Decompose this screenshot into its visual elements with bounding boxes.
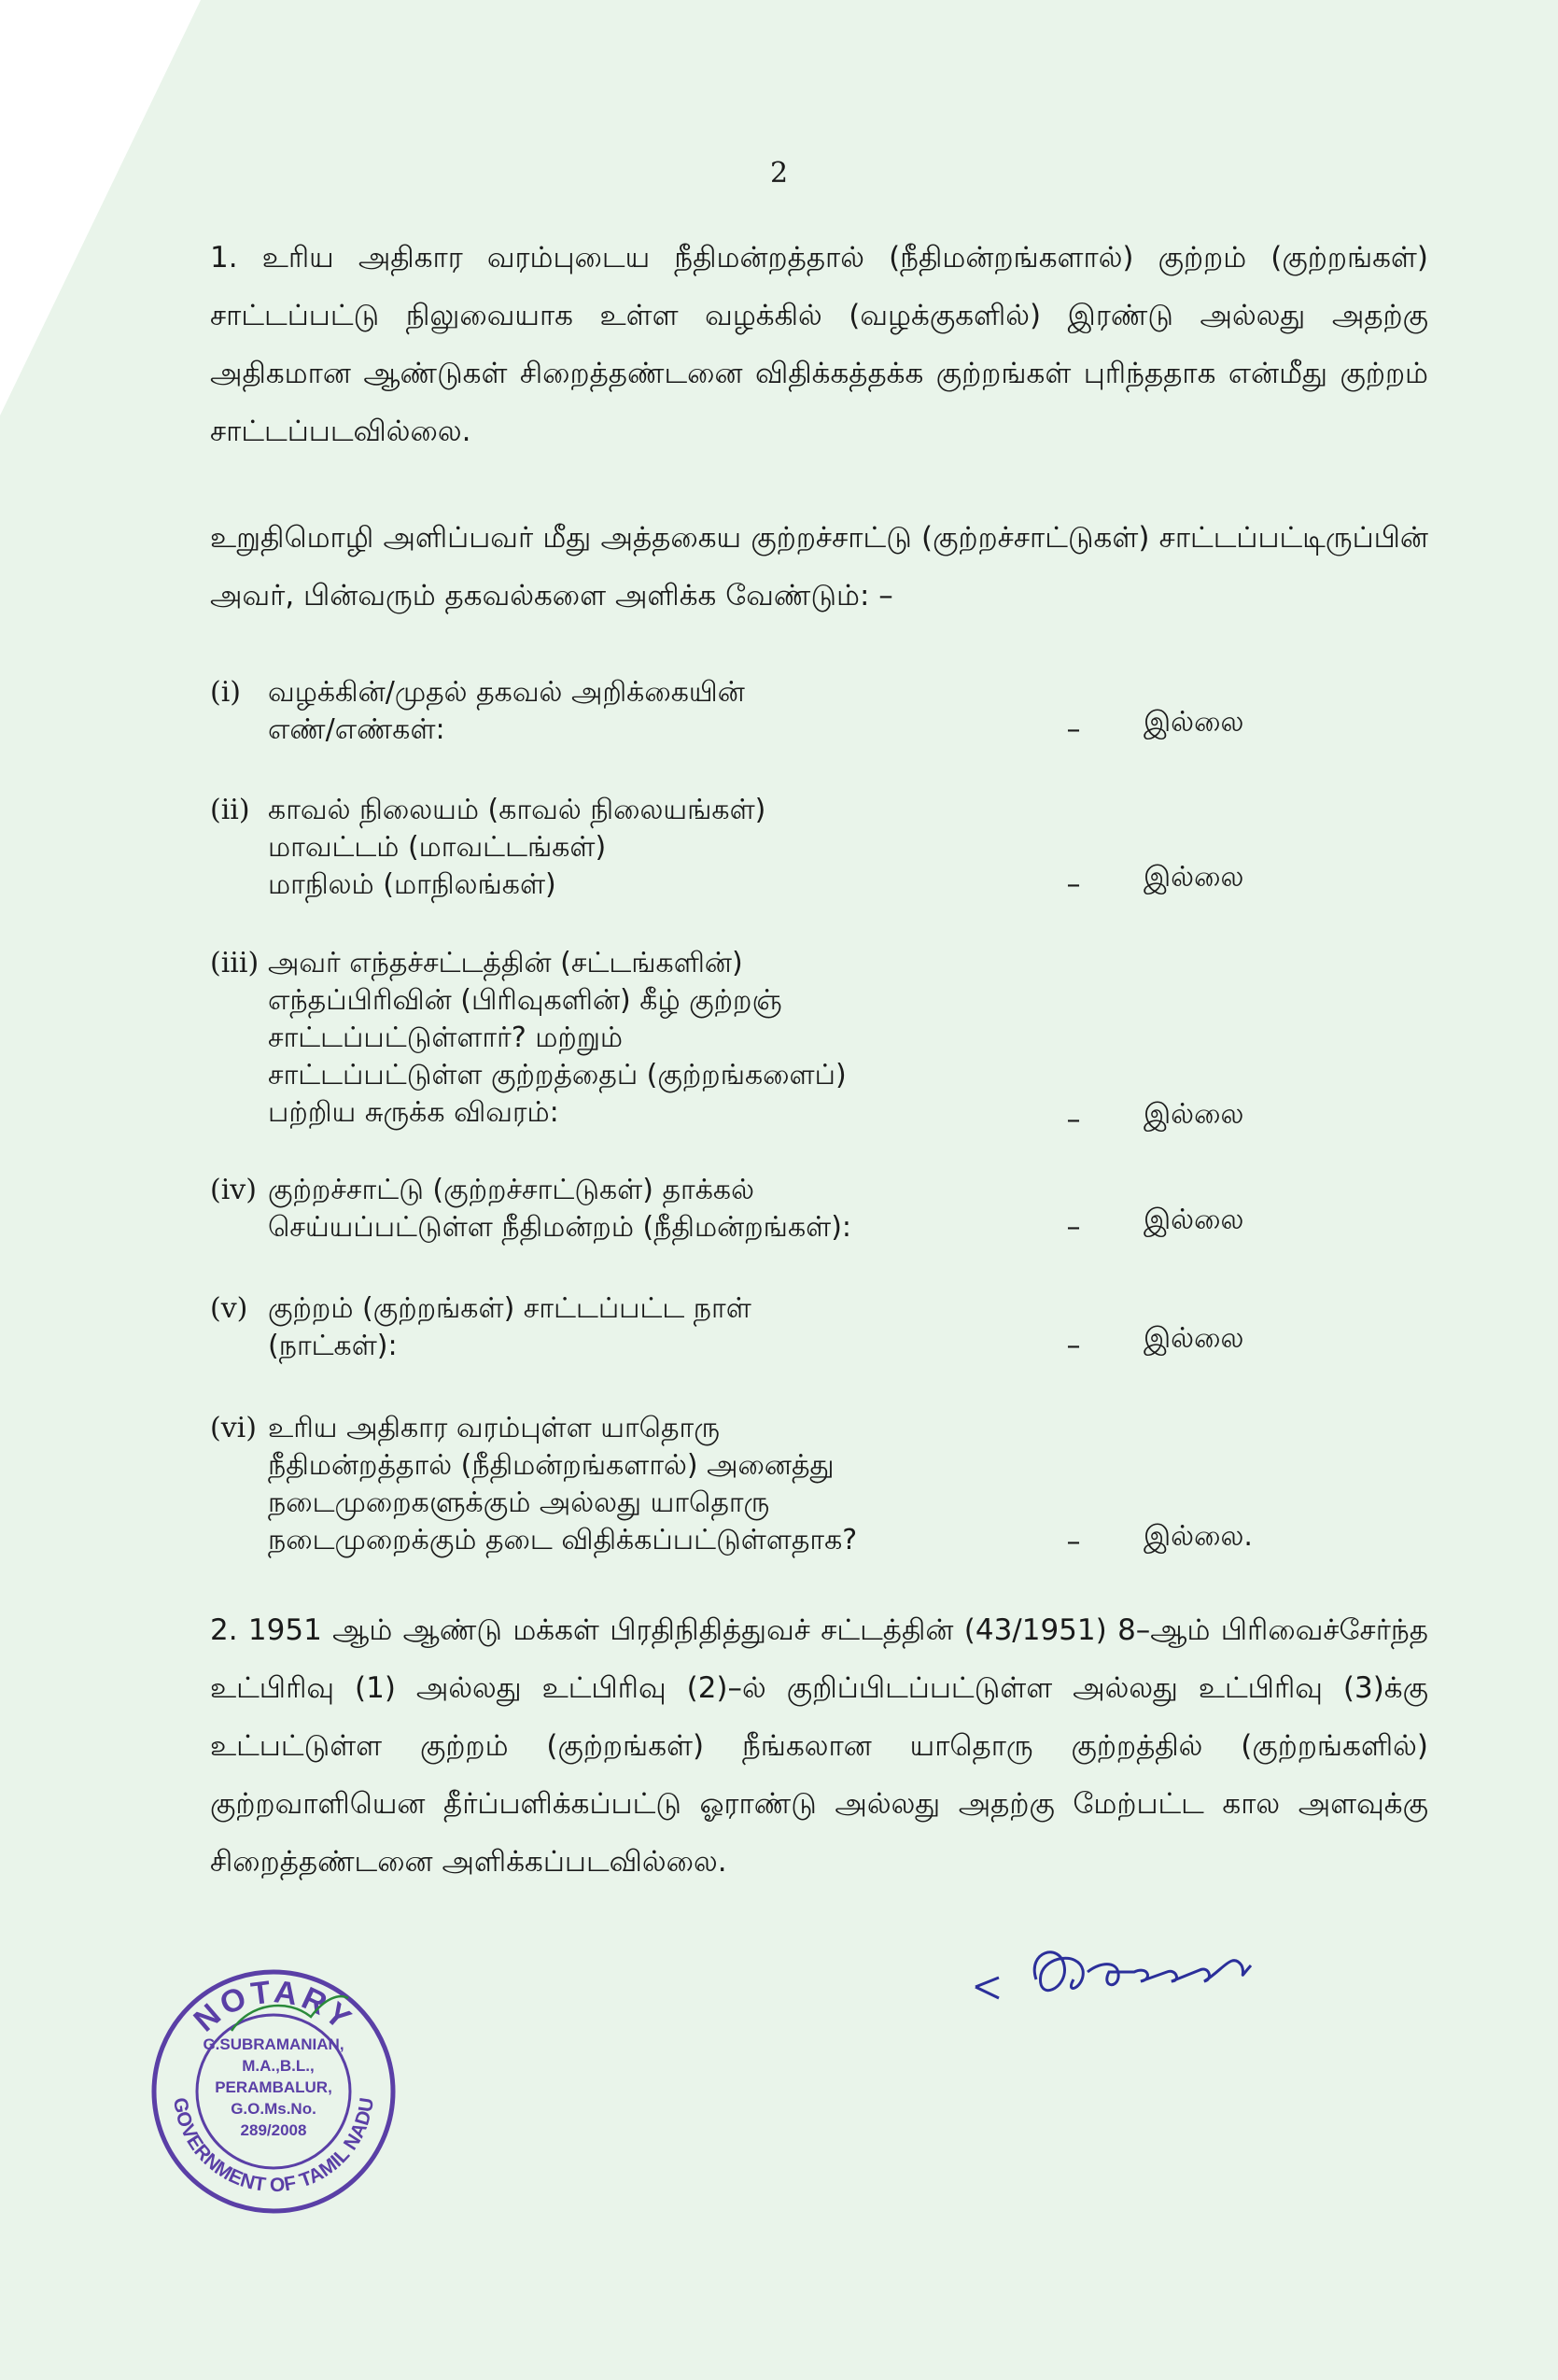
stamp-place: PERAMBALUR, bbox=[215, 2078, 332, 2096]
item-dash: – bbox=[1066, 1526, 1081, 1558]
item-answer: இல்லை bbox=[1144, 1322, 1244, 1355]
item-number: (vi) bbox=[210, 1412, 257, 1444]
paragraph-3: 2. 1951 ஆம் ஆண்டு மக்கள் பிரதிநிதித்துவச் சட்டத்தின் (43/1951) 8–ஆம் பிரிவைச்சேர்ந்த உட்பிரிவு (1) அல்லது உட்பிரிவு (2)–ல் குறிப்பிடப்பட்டுள்ள அல்லது உட்பிரிவு (3)க்கு உட்பட்டுள்ள குற்றம் (குற்றங்கள்) நீங்கலான யாதொரு குற்றத்தில் (குற்றங்களில்) குற்றவாளியென தீர்ப்பளிக்கப்பட்டு ஓராண்டு அல்லது அதற்கு மேற்பட்ட கால அளவுக்கு சிறைத்தண்டனை அளிக்கப்படவில்லை. bbox=[210, 1613, 1428, 1879]
item-answer: இல்லை bbox=[1144, 1204, 1244, 1236]
item-text: உரிய அதிகார வரம்புள்ள யாதொரு நீதிமன்றத்தால் (நீதிமன்றங்களால்) அனைத்து நடைமுறைகளுக்கும் அல்லது யாதொரு நடைமுறைக்கும் தடை விதிக்கப்பட்டுள்ளதாக? bbox=[268, 1412, 858, 1556]
signature bbox=[971, 1914, 1279, 2026]
paragraph-2: உறுதிமொழி அளிப்பவர் மீது அத்தகைய குற்றச்சாட்டு (குற்றச்சாட்டுகள்) சாட்டப்பட்டிருப்பின் அவர், பின்வரும் தகவல்களை அளிக்க வேண்டும்: – bbox=[210, 521, 1428, 613]
list-item bbox=[210, 1290, 1312, 1370]
item-text: காவல் நிலையம் (காவல் நிலையங்கள்) மாவட்டம் (மாவட்டங்கள்) மாநிலம் (மாநிலங்கள்) bbox=[268, 794, 766, 901]
list-item bbox=[210, 945, 1312, 1136]
list-item bbox=[210, 1410, 1312, 1564]
item-number: (ii) bbox=[210, 794, 250, 826]
list-item bbox=[210, 674, 1312, 753]
item-answer: இல்லை bbox=[1144, 1098, 1244, 1131]
stamp-name: G.SUBRAMANIAN, bbox=[203, 2035, 344, 2053]
item-number: (v) bbox=[210, 1292, 248, 1325]
paragraph-1: 1. உரிய அதிகார வரம்புடைய நீதிமன்றத்தால் (நீதிமன்றங்களால்) குற்றம் (குற்றங்கள்) சாட்டப்பட்டு நிலுவையாக உள்ள வழக்கில் (வழக்குகளில்) இரண்டு அல்லது அதற்கு அதிகமான ஆண்டுகள் சிறைத்தண்டனை விதிக்கத்தக்க குற்றங்கள் புரிந்ததாக என்மீது குற்றம் சாட்டப்படவில்லை. bbox=[210, 241, 1428, 448]
list-item bbox=[210, 1172, 1312, 1251]
item-number: (iv) bbox=[210, 1174, 257, 1206]
stamp-order: G.O.Ms.No. bbox=[231, 2100, 316, 2118]
item-text: குற்றச்சாட்டு (குற்றச்சாட்டுகள்) தாக்கல் செய்யப்பட்டுள்ள நீதிமன்றம் (நீதிமன்றங்கள்): bbox=[268, 1174, 852, 1244]
item-text: குற்றம் (குற்றங்கள்) சாட்டப்பட்ட நாள் (நாட்கள்): bbox=[268, 1292, 751, 1362]
page-number: 2 bbox=[769, 157, 789, 190]
item-number: (i) bbox=[210, 676, 242, 709]
item-dash: – bbox=[1066, 868, 1081, 901]
item-answer: இல்லை bbox=[1144, 706, 1244, 739]
item-dash: – bbox=[1066, 713, 1081, 746]
item-answer: இல்லை. bbox=[1144, 1520, 1253, 1553]
stamp-top-text: NOTARY bbox=[187, 1974, 360, 2039]
item-number: (iii) bbox=[210, 947, 260, 979]
stamp-degree: M.A.,B.L., bbox=[242, 2057, 315, 2075]
item-text: வழக்கின்/முதல் தகவல் அறிக்கையின் எண்/எண்கள்: bbox=[268, 676, 745, 746]
item-dash: – bbox=[1066, 1211, 1081, 1244]
stamp-order-number: 289/2008 bbox=[240, 2121, 307, 2139]
item-text: அவர் எந்தச்சட்டத்தின் (சட்டங்களின்) எந்தப்பிரிவின் (பிரிவுகளின்) கீழ் குற்றஞ் சாட்டப்பட்டுள்ளார்? மற்றும் சாட்டப்பட்டுள்ள குற்றத்தைப் (குற்றங்களைப்) பற்றிய சுருக்க விவரம்: bbox=[268, 947, 847, 1129]
list-item bbox=[210, 792, 1312, 908]
item-dash: – bbox=[1066, 1104, 1081, 1136]
notary-stamp bbox=[147, 1965, 400, 2218]
item-answer: இல்லை bbox=[1144, 861, 1244, 894]
stamp-bottom-text: GOVERNMENT OF TAMIL NADU bbox=[169, 2096, 378, 2197]
item-dash: – bbox=[1066, 1330, 1081, 1362]
